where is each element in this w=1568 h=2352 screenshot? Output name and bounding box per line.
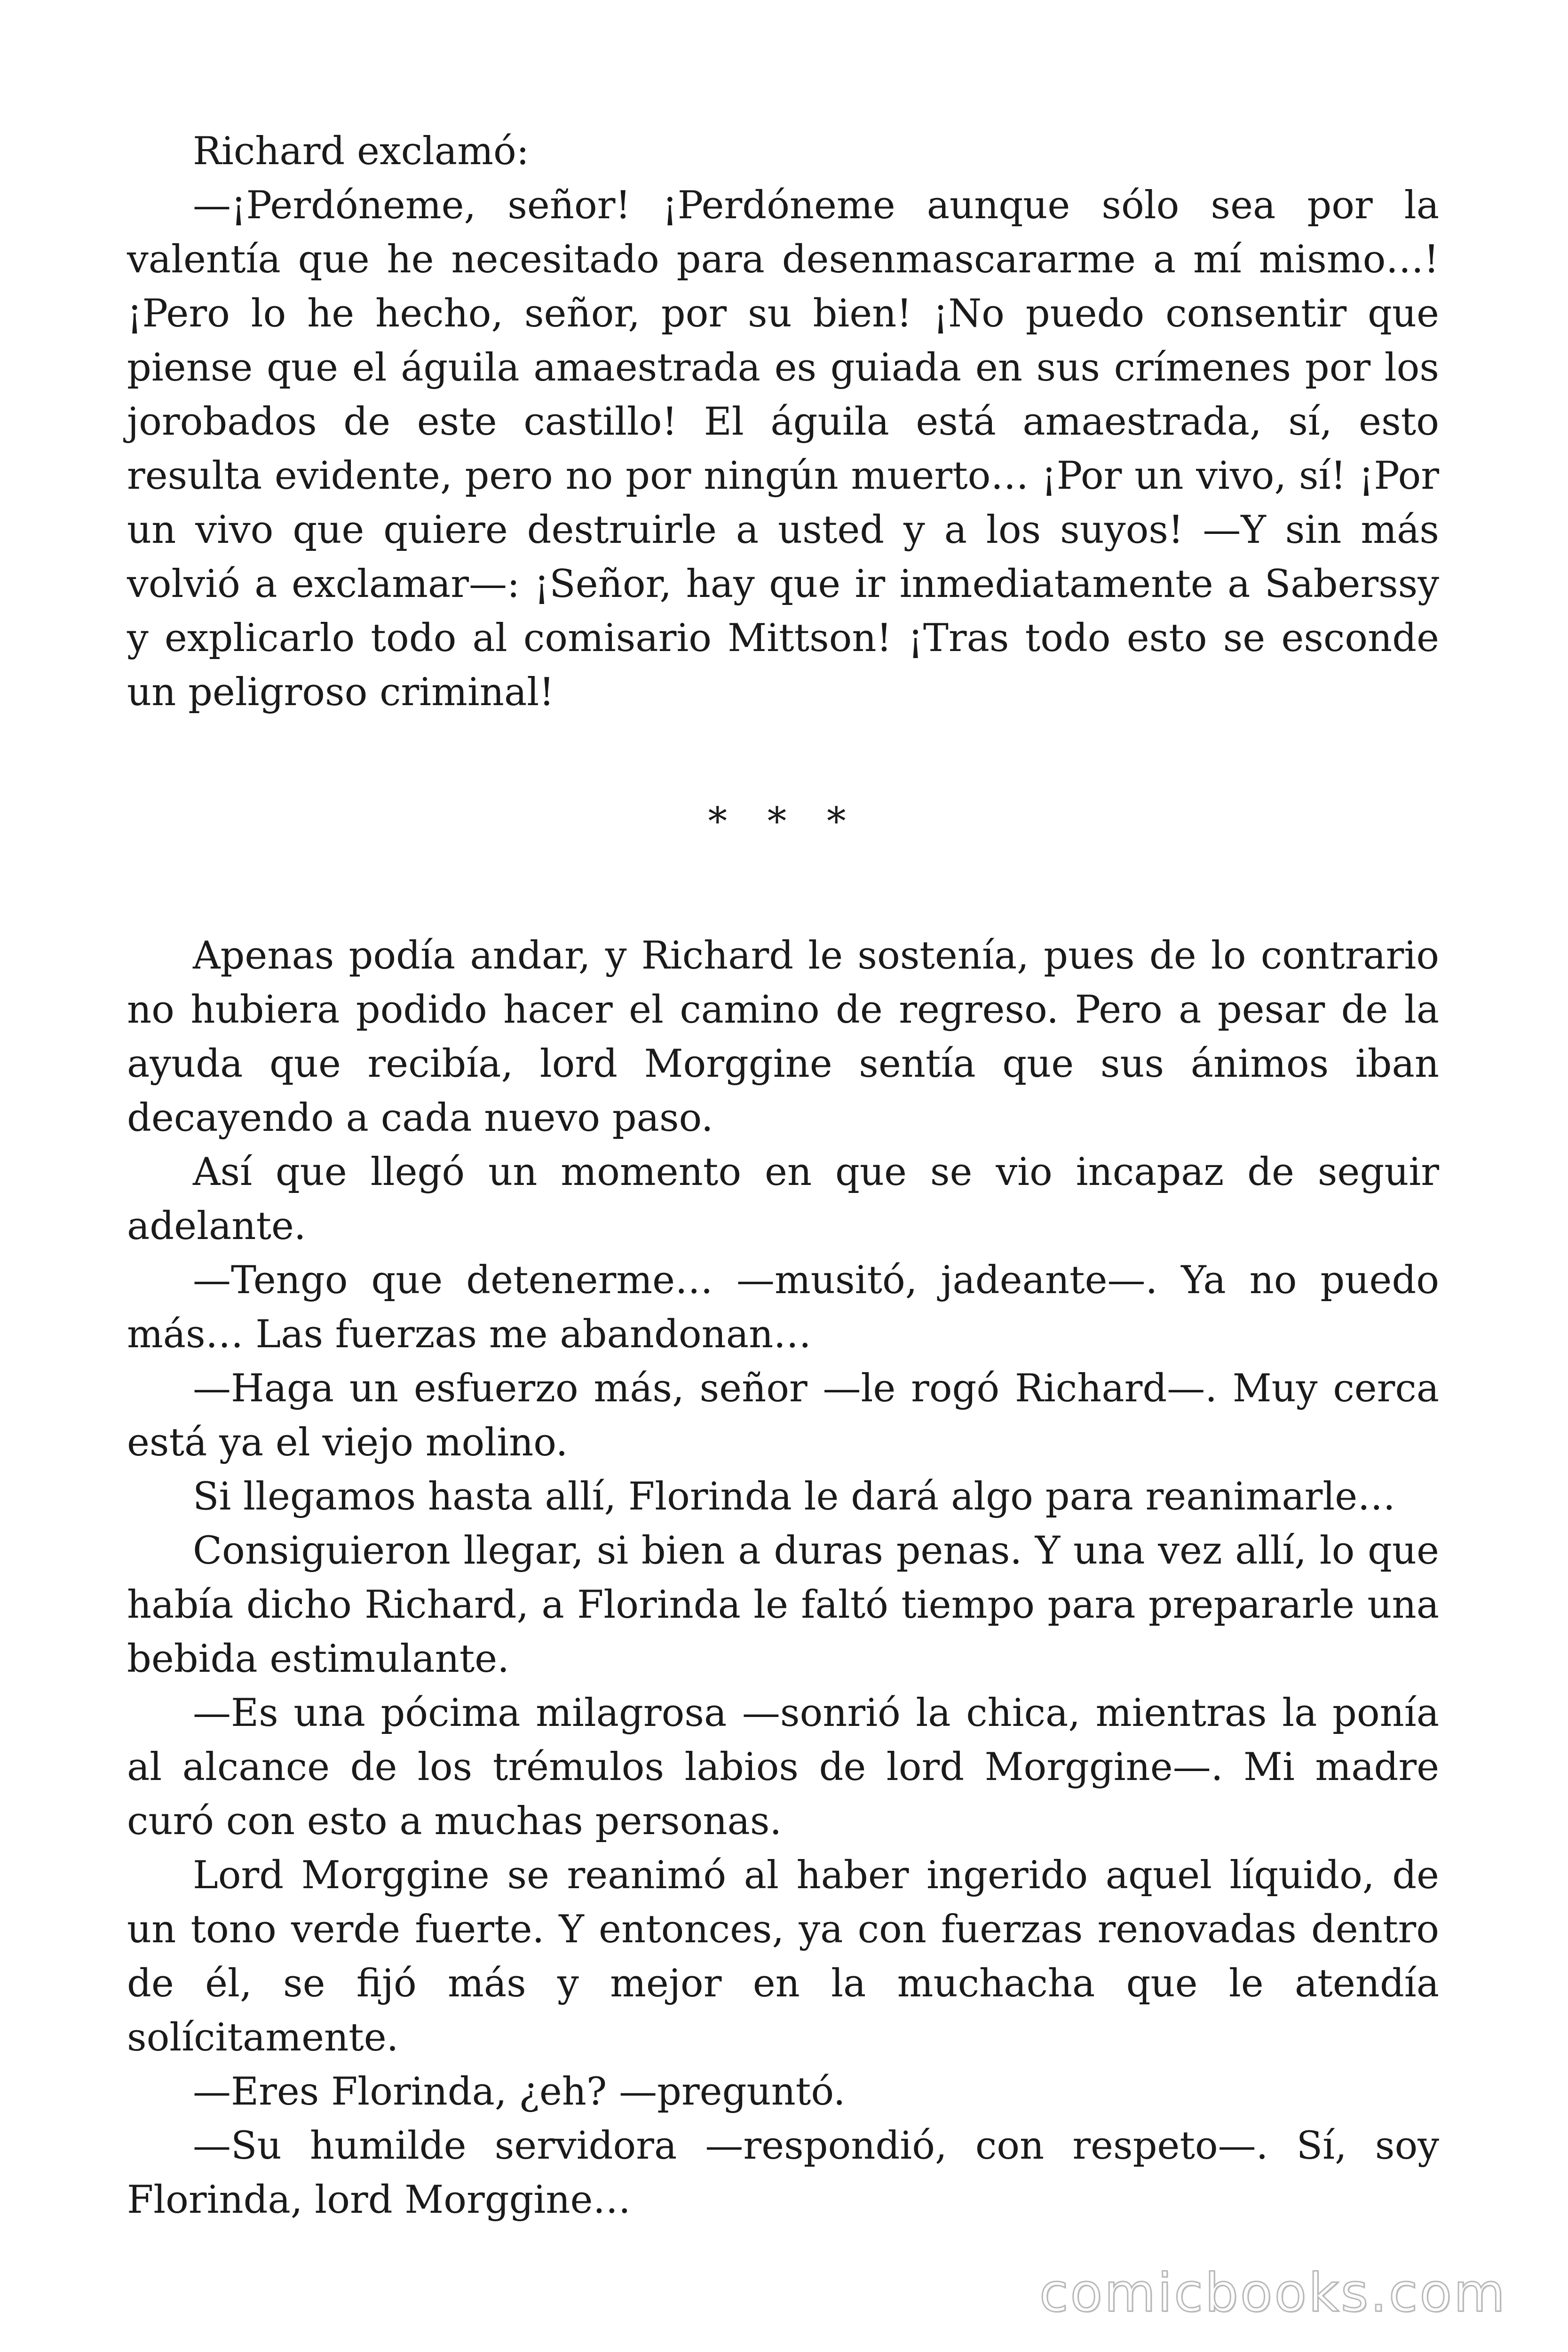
watermark-logo: comicbooks.com bbox=[1039, 2263, 1507, 2324]
paragraph: —Haga un esfuerzo más, señor —le rogó Richard—. Muy cerca está ya el viejo molino. bbox=[127, 1367, 1439, 1465]
paragraph: Apenas podía andar, y Richard le sostenía, pues de lo contrario no hubiera podido hacer el camino de regreso. Pero a pesar de la ayuda que recibía, lord Morggine sentía que sus ánimos iban decayendo a cada nuevo paso. bbox=[127, 934, 1439, 1140]
paragraph: —Tengo que detenerme… —musitó, jadeante—. Ya no puedo más… Las fuerzas me abandonan… bbox=[127, 1258, 1439, 1357]
paragraph: —Su humilde servidora —respondió, con respeto—. Sí, soy Florinda, lord Morggine… bbox=[127, 2124, 1439, 2222]
paragraph: Consiguieron llegar, si bien a duras penas. Y una vez allí, lo que había dicho Richard, a Florinda le faltó tiempo para prepararle una bebida estimulante. bbox=[127, 1529, 1439, 1681]
text-section-1 bbox=[127, 125, 1439, 720]
paragraph: —¡Perdóneme, señor! ¡Perdóneme aunque sólo sea por la valentía que he necesitado para desenmascararme a mí mismo…! ¡Pero lo he hecho, señor, por su bien! ¡No puedo consentir que piense que el águila amaestrada es guiada en sus crímenes por los jorobados de este castillo! El águila está amaestrada, sí, esto resulta evidente, pero no por ningún muerto… ¡Por un vivo, sí! ¡Por un vivo que quiere destruirle a usted y a los suyos! —Y sin más volvió a exclamar—: ¡Señor, hay que ir inmediatamente a Saberssy y explicarlo todo al comisario Mittson! ¡Tras todo esto se esconde un peligroso criminal! bbox=[127, 183, 1439, 715]
paragraph: Así que llegó un momento en que se vio incapaz de seguir adelante. bbox=[127, 1150, 1439, 1248]
paragraph: Si llegamos hasta allí, Florinda le dará algo para reanimarle… bbox=[193, 1475, 1396, 1519]
paragraph: Richard exclamó: bbox=[193, 129, 530, 174]
paragraph: Lord Morggine se reanimó al haber ingerido aquel líquido, de un tono verde fuerte. Y entonces, ya con fuerzas renovadas dentro de él, se fijó más y mejor en la muchacha que le atendía solícitamente. bbox=[127, 1853, 1439, 2060]
scene-break: * * * bbox=[708, 800, 860, 844]
paragraph: —Eres Florinda, ¿eh? —preguntó. bbox=[193, 2070, 846, 2114]
text-section-2 bbox=[127, 929, 1439, 2227]
paragraph: —Es una pócima milagrosa —sonrió la chica, mientras la ponía al alcance de los trémulos labios de lord Morggine—. Mi madre curó con esto a muchas personas. bbox=[127, 1691, 1439, 1843]
